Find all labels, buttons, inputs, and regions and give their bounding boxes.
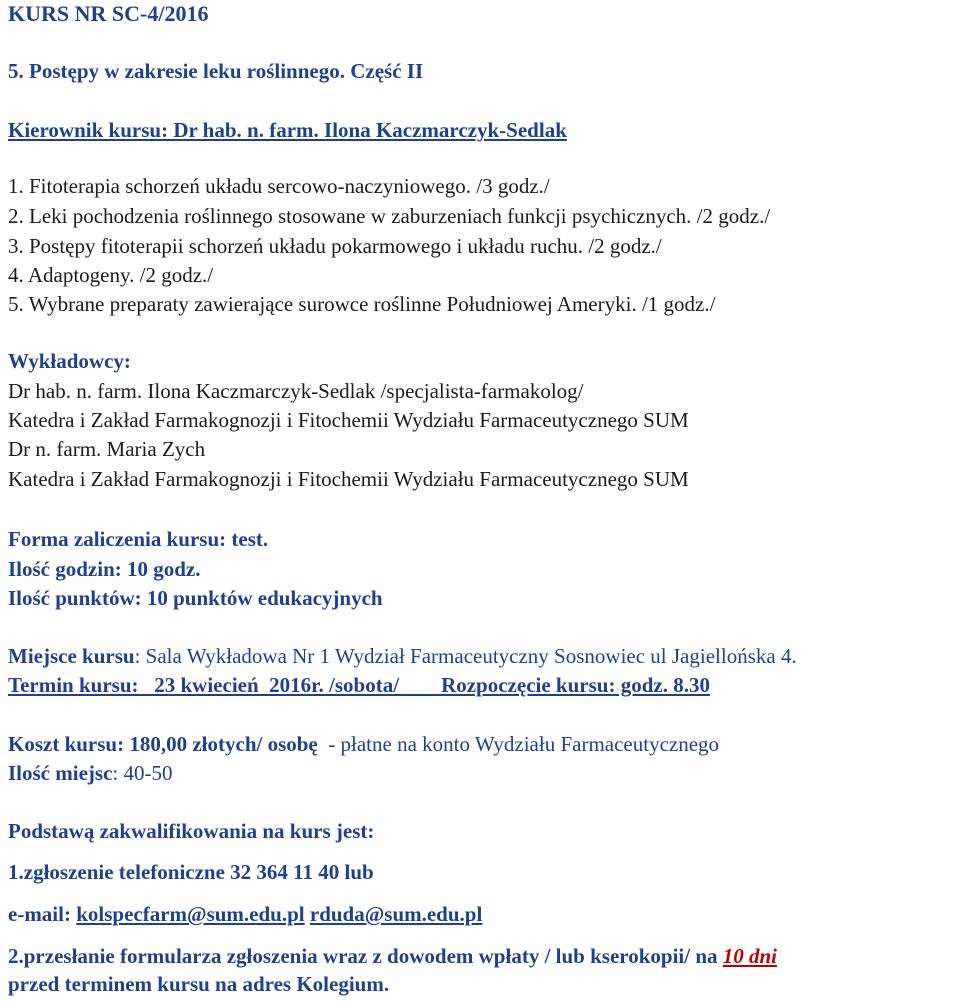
- course-term: Termin kursu: 23 kwiecień 2016r. /sobota/ Rozpoczęcie kursu: godz. 8.30: [8, 673, 710, 697]
- topic-3: 3. Postępy fitoterapii schorzeń układu pokarmowego i układu ruchu. /2 godz./: [8, 234, 662, 258]
- topic-2: 2. Leki pochodzenia roślinnego stosowane w zaburzeniach funkcji psychicznych. /2 godz./: [8, 204, 771, 228]
- topic-5: 5. Wybrane preparaty zawierające surowce roślinne Południowej Ameryki. /1 godz./: [8, 292, 716, 316]
- points-count: Ilość punktów: 10 punktów edukacyjnych: [8, 586, 383, 610]
- phone-registration: 1.zgłoszenie telefoniczne 32 364 11 40 lub: [8, 860, 374, 884]
- exam-form: Forma zaliczenia kursu: test.: [8, 527, 269, 551]
- email-label: e-mail:: [8, 902, 77, 926]
- lecturer-1-department: Katedra i Zakład Farmakognozji i Fitochemii Wydziału Farmaceutycznego SUM: [8, 408, 689, 432]
- lecturer-2-department: Katedra i Zakład Farmakognozji i Fitochemii Wydziału Farmaceutycznego SUM: [8, 467, 689, 491]
- lecturer-1-name: Dr hab. n. farm. Ilona Kaczmarczyk-Sedlak /specjalista-farmakolog/: [8, 379, 584, 403]
- deadline-days: 10 dni: [722, 944, 778, 968]
- place-label: Miejsce kursu: [8, 644, 135, 668]
- course-cost: [8, 731, 719, 757]
- email-link-kolspecfarm[interactable]: kolspecfarm@sum.edu.pl: [76, 902, 305, 926]
- step-2-line-1: [8, 943, 777, 969]
- course-place: [8, 643, 797, 669]
- course-director: Kierownik kursu: Dr hab. n. farm. Ilona Kaczmarczyk-Sedlak: [8, 118, 567, 142]
- seats: [8, 760, 172, 786]
- topic-4: 4. Adaptogeny. /2 godz./: [8, 263, 214, 287]
- course-number-title: KURS NR SC-4/2016: [8, 1, 209, 26]
- step-2-line-2: przed terminem kursu na adres Kolegium.: [8, 972, 390, 996]
- place-value: : Sala Wykładowa Nr 1 Wydział Farmaceutyczny Sosnowiec ul Jagiellońska 4.: [134, 644, 797, 668]
- step-2-text: 2.przesłanie formularza zgłoszenia wraz z dowodem wpłaty / lub kserokopii/ na: [8, 944, 723, 968]
- seats-value: : 40-50: [112, 761, 173, 785]
- course-title: 5. Postępy w zakresie leku roślinnego. Część II: [8, 59, 424, 83]
- cost-note: - płatne na konto Wydziału Farmaceutycznego: [317, 732, 720, 756]
- topic-1: 1. Fitoterapia schorzeń układu sercowo-naczyniowego. /3 godz./: [8, 174, 550, 198]
- lecturer-2-name: Dr n. farm. Maria Zych: [8, 437, 206, 461]
- seats-label: Ilość miejsc: [8, 761, 113, 785]
- email-link-rduda[interactable]: rduda@sum.edu.pl: [309, 902, 483, 926]
- cost-label: Koszt kursu: [8, 732, 118, 756]
- email-line: [8, 901, 482, 927]
- hours-count: Ilość godzin: 10 godz.: [8, 557, 201, 581]
- cost-value: : 180,00 złotych/ osobę: [117, 732, 318, 756]
- qualification-heading: Podstawą zakwalifikowania na kurs jest:: [8, 819, 375, 843]
- lecturers-heading: Wykładowcy:: [8, 349, 131, 373]
